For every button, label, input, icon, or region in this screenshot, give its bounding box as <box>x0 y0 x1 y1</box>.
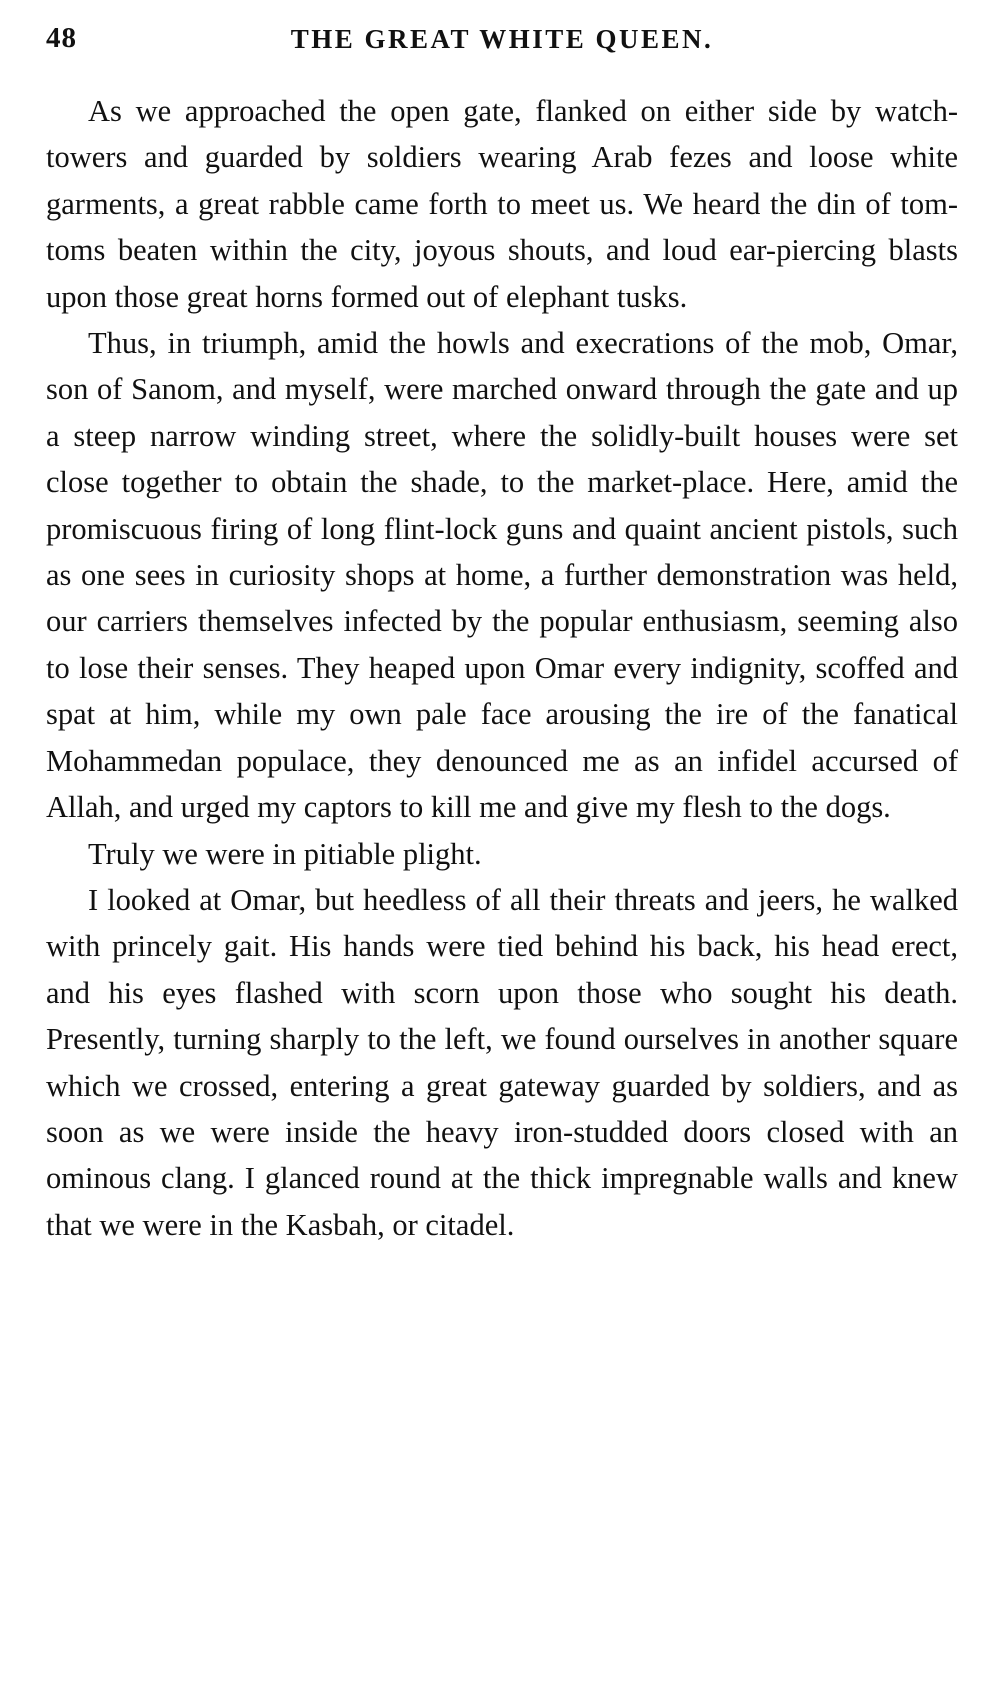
paragraph-approach-gate: As we approached the open gate, flanked on either side by watch-towers and guarded by soldiers wearing Arab fezes and loose white garments, a great rabble came forth to meet us. We heard the din of tom-toms beaten within the city, joyous shouts, and loud ear-piercing blasts upon those great horns formed out of elephant tusks. <box>46 94 958 314</box>
page-number: 48 <box>46 22 77 54</box>
running-head <box>46 22 958 62</box>
paragraph-march-through-city: Thus, in triumph, amid the howls and execrations of the mob, Omar, son of Sanom, and myself, were marched onward through the gate and up a steep narrow winding street, where the solidly-built houses were set close together to obtain the shade, to the market-place. Here, amid the promiscuous firing of long flint-lock guns and quaint ancient pistols, such as one sees in curiosity shops at home, a further demonstration was held, our carriers themselves infected by the popular enthusiasm, seeming also to lose their senses. They heaped upon Omar every indignity, scoffed and spat at him, while my own pale face arousing the ire of the fanatical Mohammedan populace, they denounced me as an infidel accursed of Allah, and urged my captors to kill me and give my flesh to the dogs. <box>46 326 958 825</box>
body-text <box>46 88 958 1248</box>
paragraph-kasbah: I looked at Omar, but heedless of all their threats and jeers, he walked with princely gait. His hands were tied behind his back, his head erect, and his eyes flashed with scorn upon those who sought his death. Presently, turning sharply to the left, we found ourselves in another square which we crossed, entering a great gateway guarded by soldiers, and as soon as we were inside the heavy iron-studded doors closed with an ominous clang. I glanced round at the thick impregnable walls and knew that we were in the Kasbah, or citadel. <box>46 882 958 1242</box>
book-title: THE GREAT WHITE QUEEN. <box>290 24 714 54</box>
paragraph-pitiable-plight: Truly we were in pitiable plight. <box>88 836 482 871</box>
